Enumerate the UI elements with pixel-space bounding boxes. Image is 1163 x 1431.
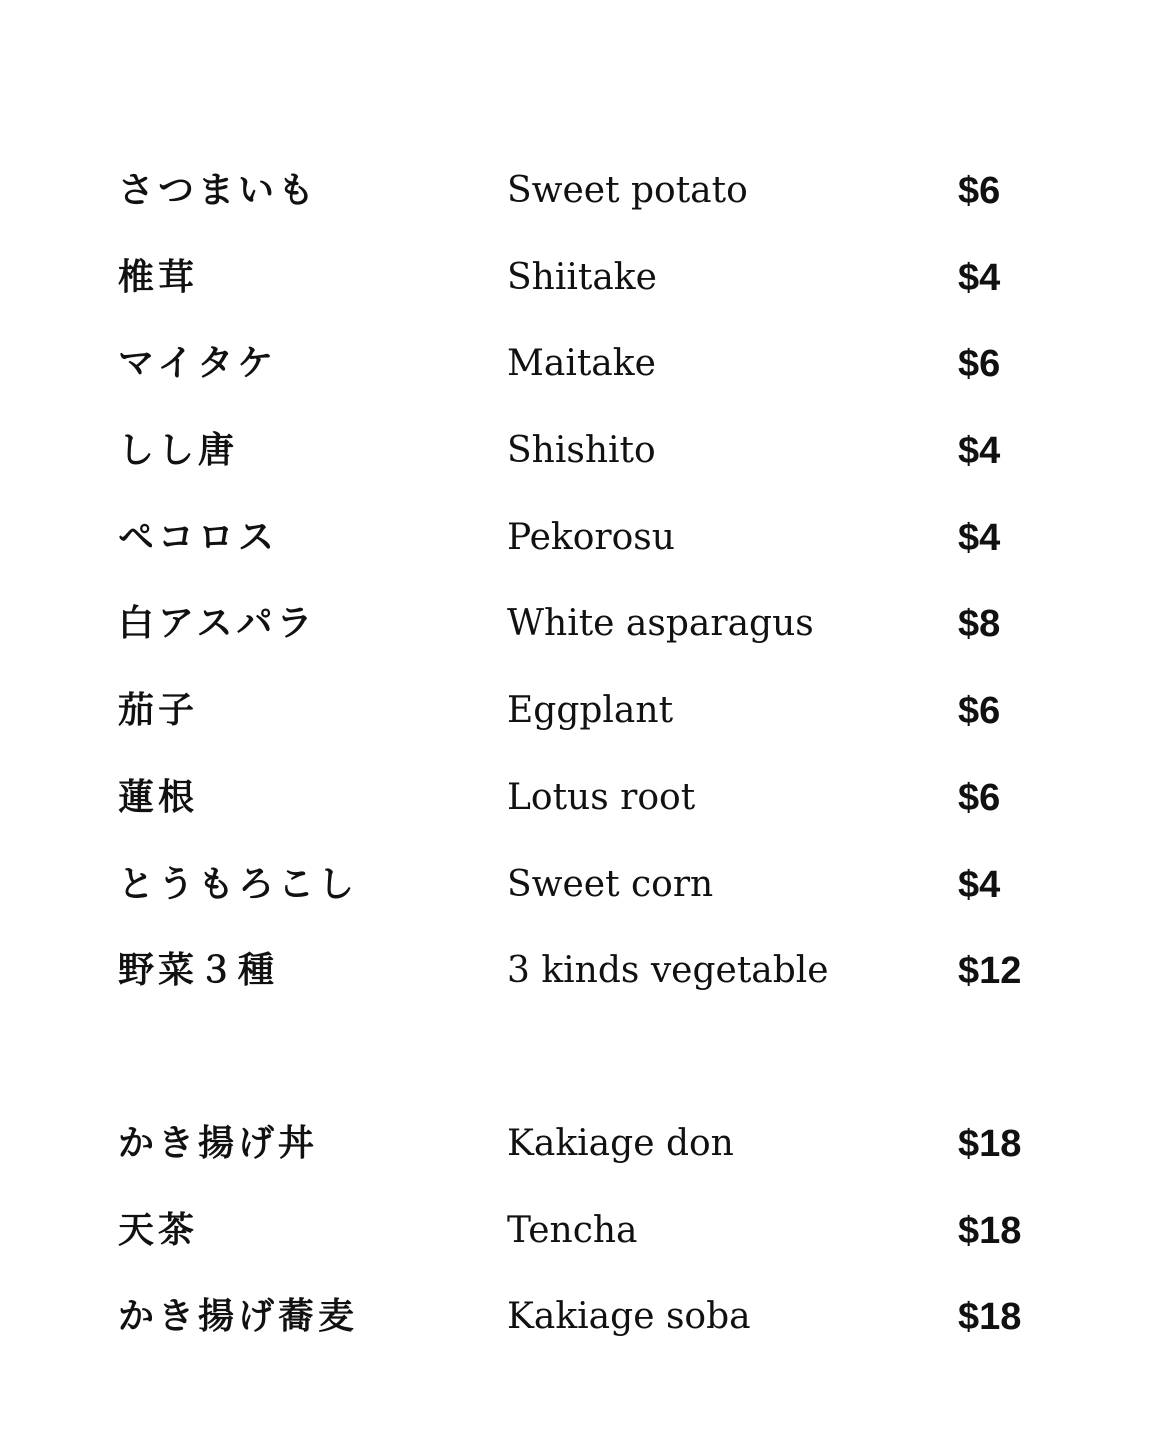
item-price: $18 (958, 1296, 1022, 1339)
item-japanese-name: 椎茸 (118, 256, 199, 298)
item-japanese-name: かき揚げ丼 (118, 1123, 319, 1164)
item-japanese-name: マイタケ (118, 343, 278, 385)
item-english-name: Sweet potato (507, 170, 748, 211)
menu-item-3-kinds-vegetable (0, 928, 1163, 1015)
item-japanese-name: 天茶 (118, 1209, 199, 1251)
menu-item-tencha (0, 1188, 1163, 1275)
item-japanese-name: とうもろこし (118, 863, 359, 905)
menu-item-maitake (0, 321, 1163, 408)
menu-item-kakiage-don (0, 1101, 1163, 1188)
menu-item-eggplant (0, 668, 1163, 755)
menu-item-sweet-corn (0, 842, 1163, 929)
item-english-name: Shiitake (507, 256, 657, 298)
item-japanese-name: かき揚げ蕎麦 (118, 1296, 359, 1338)
item-japanese-name: ペコロス (118, 516, 279, 558)
item-price: $6 (958, 690, 1001, 733)
item-english-name: Kakiage don (507, 1123, 734, 1164)
menu-item-white-asparagus (0, 581, 1163, 668)
item-english-name: Maitake (507, 343, 656, 385)
item-english-name: 3 kinds vegetable (507, 950, 829, 992)
item-price: $12 (958, 950, 1022, 993)
item-english-name: White asparagus (507, 603, 814, 645)
item-english-name: Eggplant (507, 690, 674, 732)
item-price: $18 (958, 1123, 1022, 1165)
vegetable-section (0, 148, 1163, 1015)
item-japanese-name: しし唐 (118, 430, 239, 472)
menu-item-pekorosu (0, 495, 1163, 582)
item-japanese-name: 蓮根 (118, 776, 199, 818)
item-japanese-name: 茄子 (118, 690, 199, 732)
item-japanese-name: さつまいも (118, 170, 319, 211)
item-price: $6 (958, 343, 1001, 386)
item-price: $18 (958, 1209, 1022, 1252)
menu-item-lotus-root (0, 755, 1163, 842)
item-english-name: Pekorosu (507, 516, 675, 558)
item-price: $4 (958, 256, 1001, 299)
item-price: $8 (958, 603, 1001, 646)
item-english-name: Lotus root (507, 776, 696, 818)
item-price: $4 (958, 516, 1001, 559)
item-japanese-name: 白アスパラ (118, 603, 317, 645)
item-english-name: Kakiage soba (507, 1296, 751, 1338)
item-english-name: Shishito (507, 430, 656, 472)
menu-item-sweet-potato (0, 148, 1163, 235)
menu-item-shiitake (0, 235, 1163, 322)
item-english-name: Tencha (507, 1209, 638, 1251)
menu-item-shishito (0, 408, 1163, 495)
item-price: $4 (958, 863, 1001, 906)
item-price: $6 (958, 170, 1001, 212)
item-price: $4 (958, 430, 1001, 473)
item-english-name: Sweet corn (507, 863, 714, 905)
menu-item-kakiage-soba (0, 1274, 1163, 1361)
item-price: $6 (958, 776, 1001, 819)
item-japanese-name: 野菜３種 (118, 950, 279, 992)
mains-section (0, 1101, 1163, 1361)
